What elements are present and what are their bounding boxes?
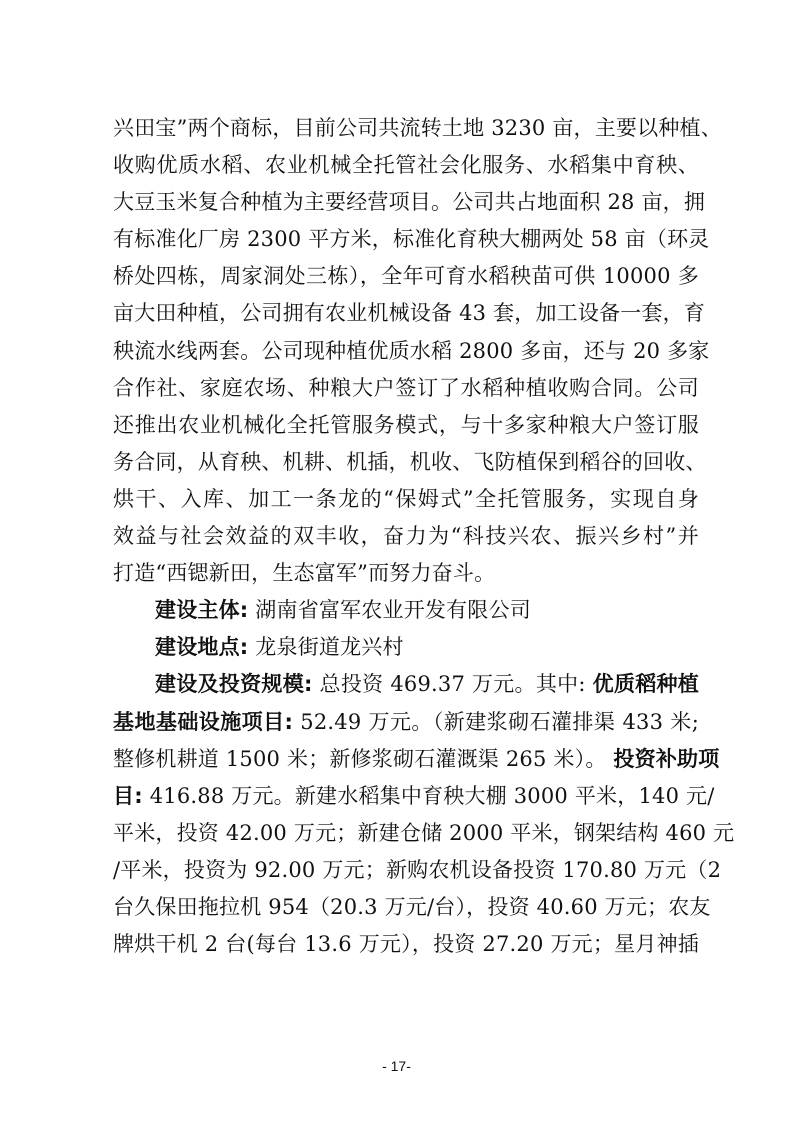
rice-base-details: 整修机耕道 1500 米；新修浆砌石灌溉渠 265 米）。 — [113, 746, 607, 771]
paragraph-line: 大豆玉米复合种植为主要经营项目。公司共占地面积 28 亩，拥 — [113, 190, 706, 215]
scale-line-8: 牌烘干机 2 台(每台 13.6 万元），投资 27.20 万元；星月神插 — [113, 932, 699, 957]
page-number: - 17- — [382, 1058, 411, 1074]
paragraph-line: 打造“西锶新田，生态富军”而努力奋斗。 — [113, 561, 496, 586]
paragraph-line: 有标准化厂房 2300 平方米，标准化育秧大棚两处 58 亩（环灵 — [113, 227, 710, 252]
construction-entity-line — [113, 592, 699, 629]
construction-site-line — [113, 629, 699, 666]
company-paragraph — [113, 110, 722, 592]
paragraph-line: 亩大田种植，公司拥有农业机械设备 43 套，加工设备一套，育 — [113, 301, 706, 326]
paragraph-line: 效益与社会效益的双丰收，奋力为“科技兴农、振兴乡村”并 — [113, 524, 699, 549]
construction-entity-value: 湖南省富军农业开发有限公司 — [255, 598, 531, 623]
scale-label: 建设及投资规模: — [155, 672, 313, 697]
construction-site-label: 建设地点: — [155, 635, 249, 660]
paragraph-line: 收购优质水稻、农业机械全托管社会化服务、水稻集中育秧、 — [113, 153, 699, 178]
scale-line-7: 台久保田拖拉机 954（20.3 万元/台），投资 40.60 万元；农友 — [113, 894, 711, 919]
paragraph-line: 桥处四栋，周家洞处三栋），全年可育水稻秧苗可供 10000 多 — [113, 264, 699, 289]
subsidy-label-part2: 目: — [113, 783, 143, 808]
scale-line-6: /平米，投资为 92.00 万元；新购农机设备投资 170.80 万元（2 — [113, 857, 722, 882]
rice-base-label-part1: 优质稻种植 — [592, 672, 699, 697]
paragraph-line: 兴田宝”两个商标，目前公司共流转土地 3230 亩，主要以种植、 — [113, 116, 722, 140]
subsidy-label-part1: 投资补助项 — [613, 746, 720, 771]
scale-total-text: 总投资 469.37 万元。其中: — [319, 672, 586, 697]
rice-base-text: 52.49 万元。（新建浆砌石灌排渠 433 米; — [300, 709, 699, 734]
paragraph-line: 烘干、入库、加工一条龙的“保姆式”全托管服务，实现自身 — [113, 486, 699, 511]
scale-line-3 — [113, 741, 720, 778]
paragraph-line: 务合同，从育秧、机耕、机插，机收、飞防植保到稻谷的回收、 — [113, 449, 707, 474]
rice-base-label-part2: 基地基础设施项目: — [113, 709, 294, 734]
scale-line-4 — [113, 778, 715, 815]
body-text — [113, 110, 735, 963]
paragraph-line: 秧流水线两套。公司现种植优质水稻 2800 多亩，还与 20 多家 — [113, 338, 710, 363]
scale-line-1 — [113, 666, 699, 703]
construction-site-value: 龙泉街道龙兴村 — [255, 635, 404, 660]
construction-entity-label: 建设主体: — [155, 598, 249, 623]
scale-line-2 — [113, 704, 699, 741]
paragraph-line: 还推出农业机械化全托管服务模式，与十多家种粮大户签订服 — [113, 412, 699, 437]
paragraph-line: 合作社、家庭农场、种粮大户签订了水稻种植收购合同。公司 — [113, 375, 699, 400]
scale-line-5: 平米，投资 42.00 万元；新建仓储 2000 平米，钢架结构 460 元 — [113, 820, 735, 845]
subsidy-text: 416.88 万元。新建水稻集中育秧大棚 3000 平米，140 元/ — [149, 783, 715, 808]
